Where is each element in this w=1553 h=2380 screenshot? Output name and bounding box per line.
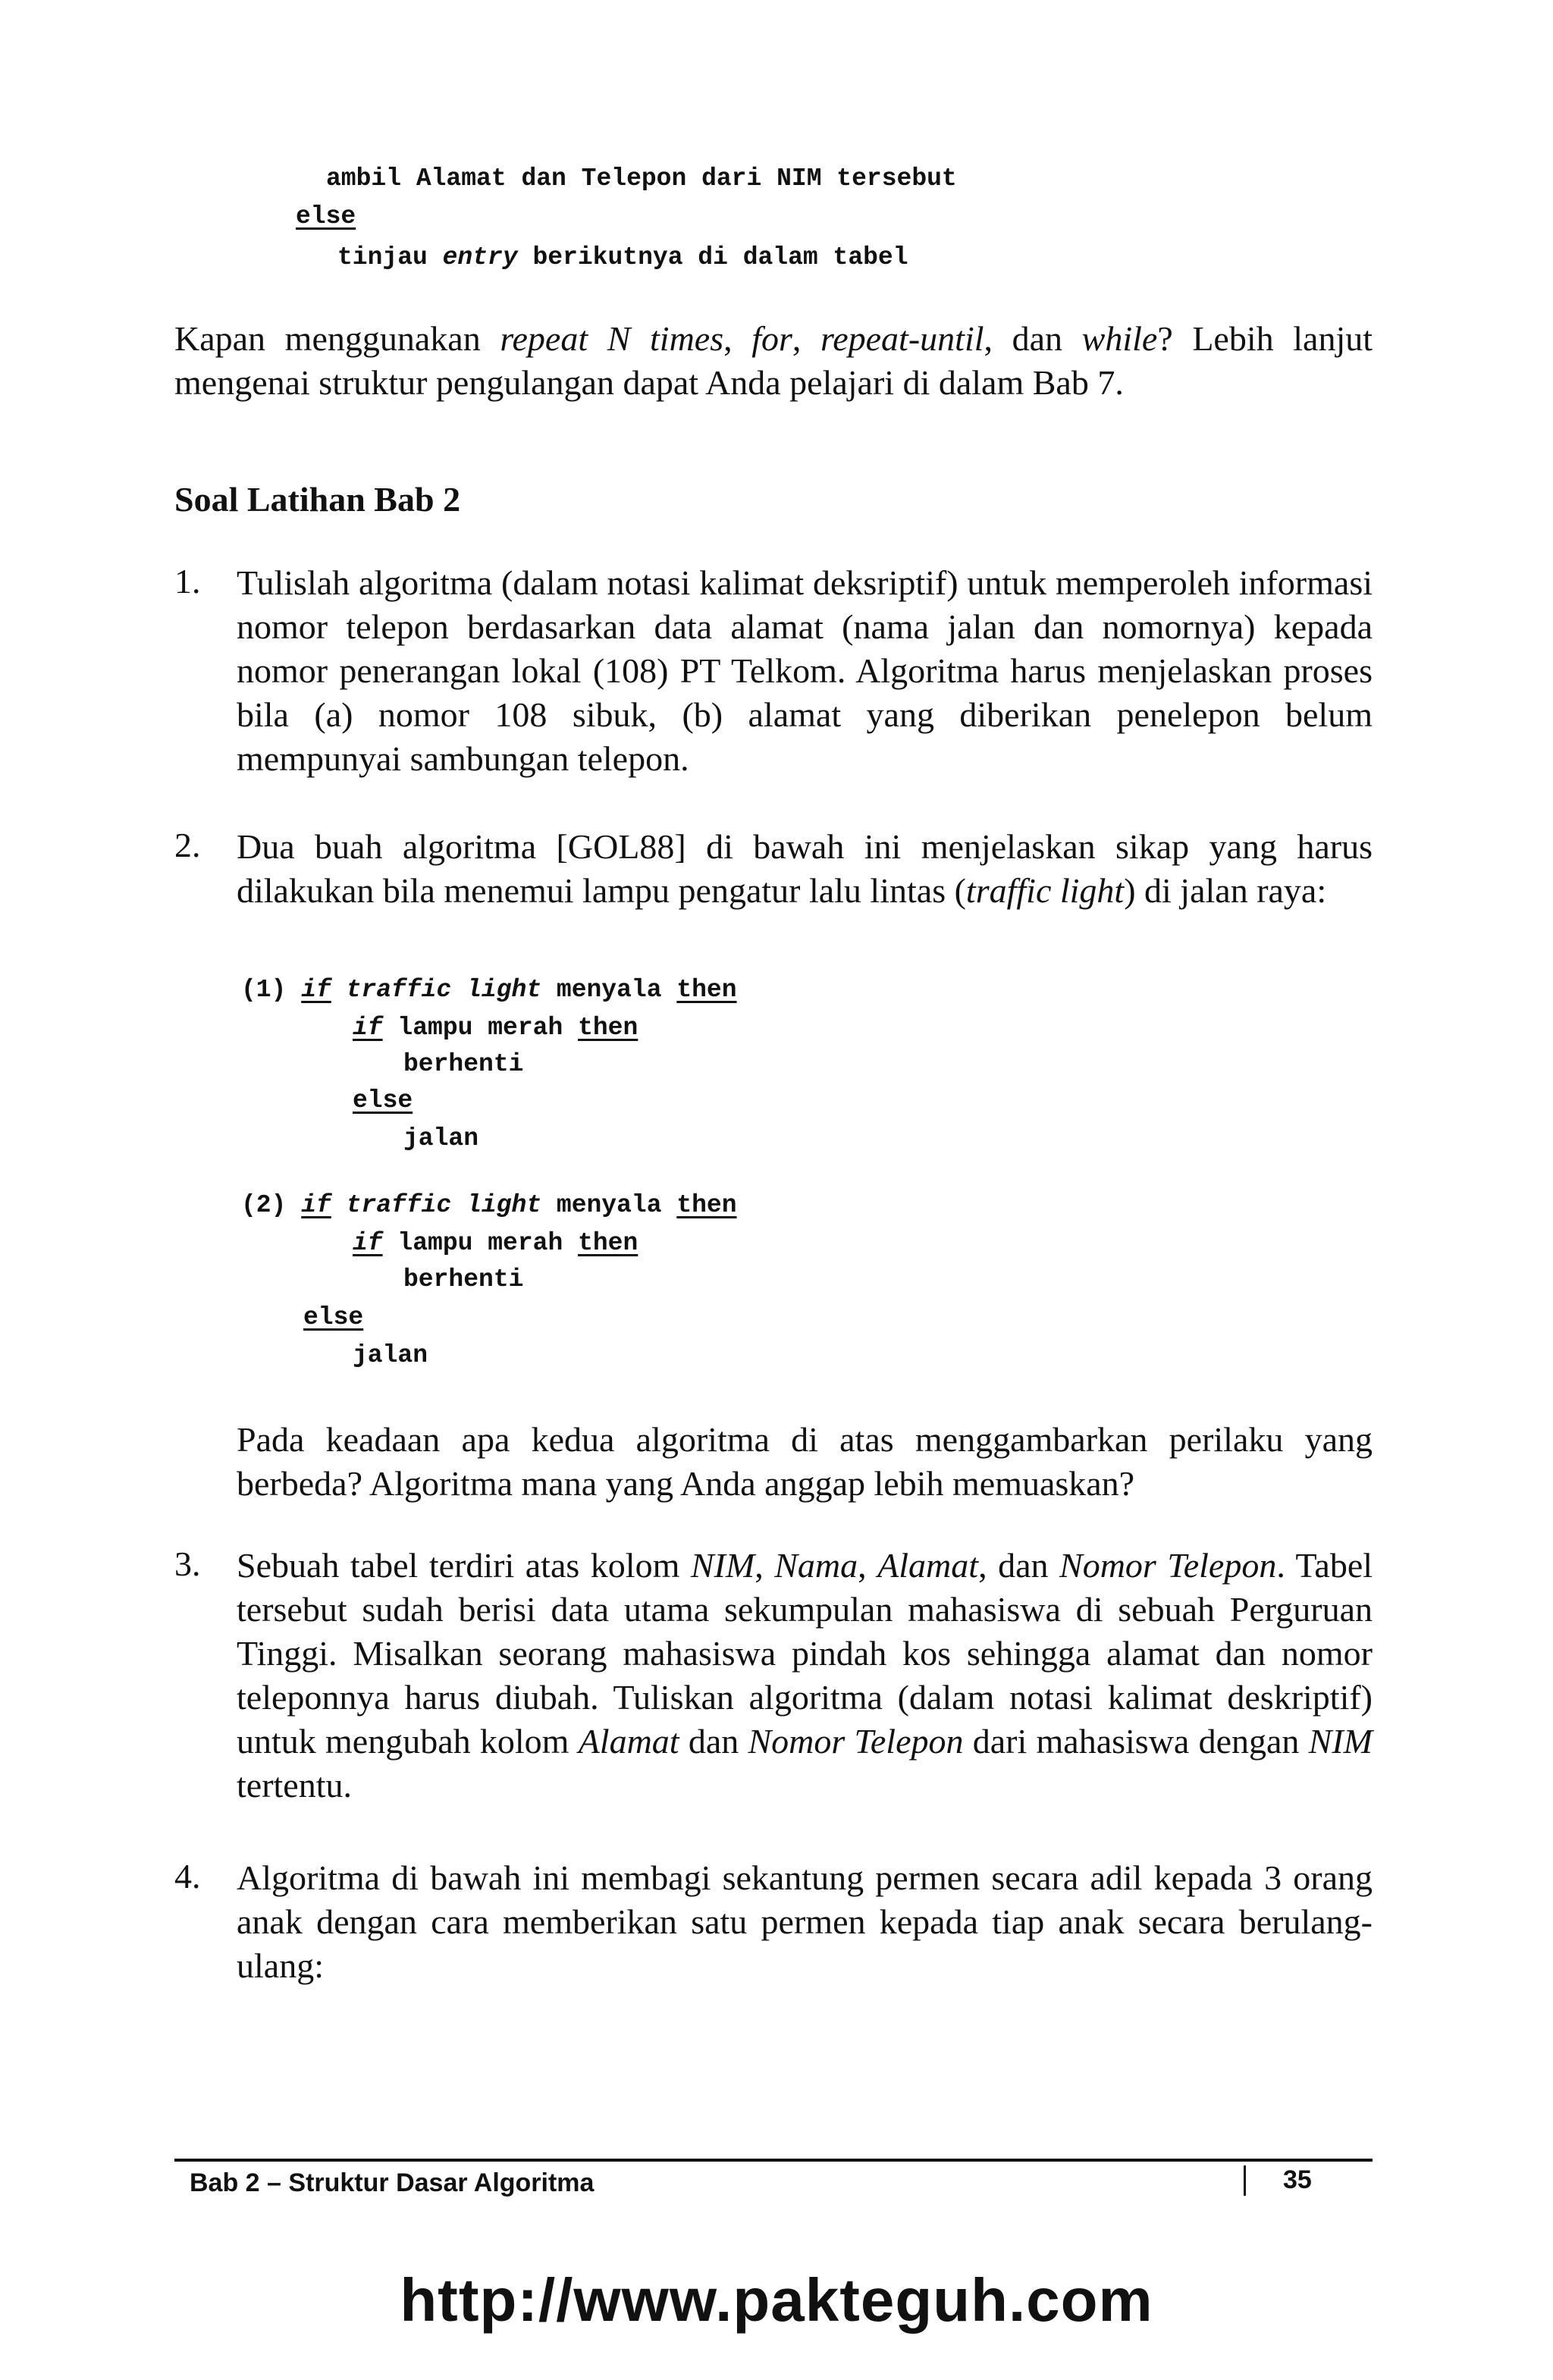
q2-text: Dua buah algoritma [GOL88] di bawah ini menjelaskan sikap yang harus dilakukan bila menemui lampu pengatur lalu lintas (traffic light) di jalan raya: xyxy=(237,827,1373,910)
code-keyword-else: else xyxy=(296,202,356,230)
q2-number: 2. xyxy=(174,826,201,864)
q2-question: Pada keadaan apa kedua algoritma di atas menggambarkan perilaku yang berbeda? Algoritma mana yang Anda anggap lebih memuaskan? xyxy=(237,1420,1373,1503)
alg2-line2: if lampu merah then xyxy=(353,1229,638,1257)
footer-divider xyxy=(1244,2165,1246,2196)
alg1-line2: if lampu merah then xyxy=(353,1014,638,1042)
watermark-url: http://www.pakteguh.com xyxy=(400,2266,1153,2334)
code-line-ambil: ambil Alamat dan Telepon dari NIM tersebut xyxy=(326,165,957,193)
q4-text: Algoritma di bawah ini membagi sekantung permen secara adil kepada 3 orang anak dengan cara memberikan satu permen kepada tiap anak secara berulang-ulang: xyxy=(237,1858,1373,1985)
section-heading: Soal Latihan Bab 2 xyxy=(174,480,461,519)
alg2-jalan: jalan xyxy=(353,1341,428,1369)
alg2-line1: (2) if traffic light menyala then xyxy=(241,1191,737,1219)
code-line-tinjau: tinjau entry berikutnya di dalam tabel xyxy=(337,243,908,271)
q3-text: Sebuah tabel terdiri atas kolom NIM, Nama, Alamat, dan Nomor Telepon. Tabel tersebut sudah berisi data utama sekumpulan mahasiswa di sebuah Perguruan Tinggi. Misalkan seorang mahasiswa pindah kos sehingga alamat dan nomor teleponnya harus diubah. Tuliskan algoritma (dalam notasi kalimat deskriptif) untuk mengubah kolom Alamat dan Nomor Telepon dari mahasiswa dengan NIM tertentu. xyxy=(237,1546,1373,1805)
q1-number: 1. xyxy=(174,562,201,600)
intro-paragraph: Kapan menggunakan repeat N times, for, repeat-until, dan while? Lebih lanjut mengenai struktur pengulangan dapat Anda pelajari di dalam Bab 7. xyxy=(174,319,1373,402)
alg1-line1: (1) if traffic light menyala then xyxy=(241,976,737,1004)
alg2-berhenti: berhenti xyxy=(403,1265,524,1293)
footer-rule xyxy=(174,2159,1373,2162)
alg1-jalan: jalan xyxy=(403,1124,479,1152)
q4-number: 4. xyxy=(174,1857,201,1896)
page-number: 35 xyxy=(1283,2165,1312,2194)
alg1-else: else xyxy=(353,1087,413,1115)
q1-text: Tulislah algoritma (dalam notasi kalimat deksriptif) untuk memperoleh informasi nomor telepon berdasarkan data alamat (nama jalan dan nomornya) kepada nomor penerangan lokal (108) PT Telkom. Algoritma harus menjelaskan proses bila (a) nomor 108 sibuk, (b) alamat yang diberikan penelepon belum mempunyai sambungan telepon. xyxy=(237,563,1373,778)
footer-chapter: Bab 2 – Struktur Dasar Algoritma xyxy=(190,2168,595,2197)
alg1-berhenti: berhenti xyxy=(403,1050,524,1078)
alg2-else: else xyxy=(303,1303,364,1331)
q3-number: 3. xyxy=(174,1544,201,1583)
